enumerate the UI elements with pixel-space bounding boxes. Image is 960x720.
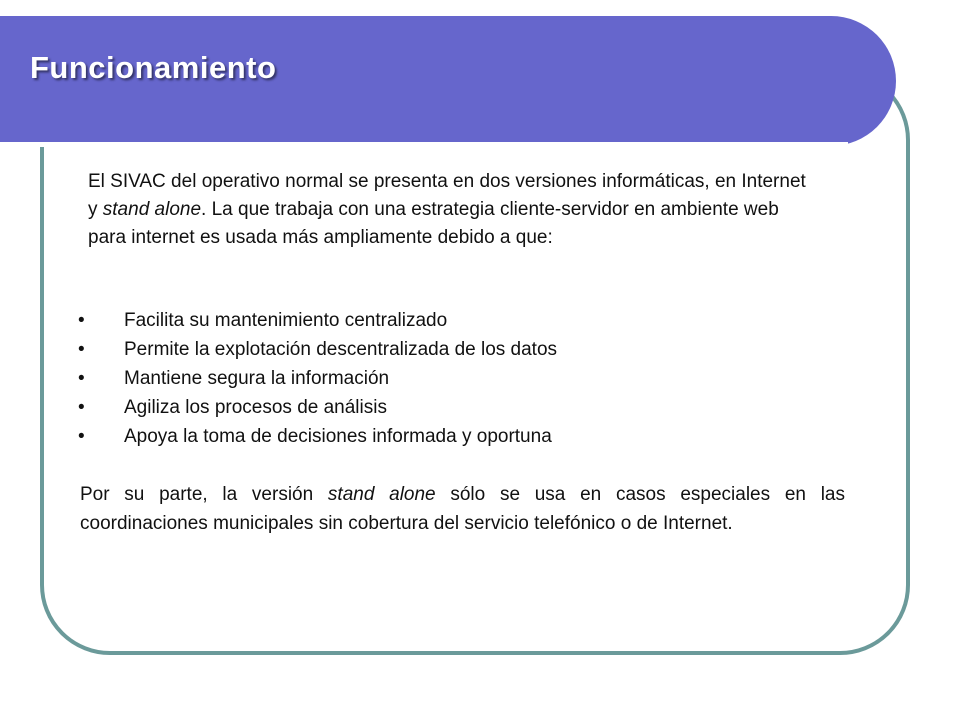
intro-italic: stand alone (102, 199, 202, 220)
bullet-icon: • (78, 368, 85, 389)
bullet-icon: • (78, 426, 85, 447)
list-item-text: Permite la explotación descentralizada de los datos (124, 339, 558, 360)
bullet-icon: • (78, 397, 85, 418)
bullet-icon: • (78, 339, 85, 360)
bullet-icon: • (78, 310, 85, 331)
closing-paragraph (80, 480, 845, 538)
intro-text-1: El SIVAC del operativo normal se presenta en dos versiones informáticas, en Internet y (88, 171, 806, 220)
title-underline (0, 142, 848, 147)
list-item-text: Agiliza los procesos de análisis (124, 397, 387, 418)
slide-title: Funcionamiento (30, 50, 277, 85)
list-item (78, 335, 557, 364)
list-item (78, 422, 557, 451)
outro-italic: stand alone (327, 484, 436, 505)
list-item (78, 393, 557, 422)
intro-text-2: . La que trabaja con una estrategia cliente-servidor en ambiente web para internet es usada más ampliamente debido a que: (88, 199, 779, 248)
outro-text-1: Por su parte, la versión (80, 484, 328, 505)
list-item (78, 306, 557, 335)
list-item (78, 364, 557, 393)
list-item-text: Mantiene segura la información (124, 368, 390, 389)
outro-text-2: sólo se usa en casos especiales en las coordinaciones municipales sin cobertura del servicio telefónico o de Internet. (80, 484, 845, 534)
bullet-list (78, 306, 557, 451)
list-item-text: Facilita su mantenimiento centralizado (124, 310, 448, 331)
intro-paragraph (88, 168, 808, 252)
list-item-text: Apoya la toma de decisiones informada y oportuna (124, 426, 552, 447)
